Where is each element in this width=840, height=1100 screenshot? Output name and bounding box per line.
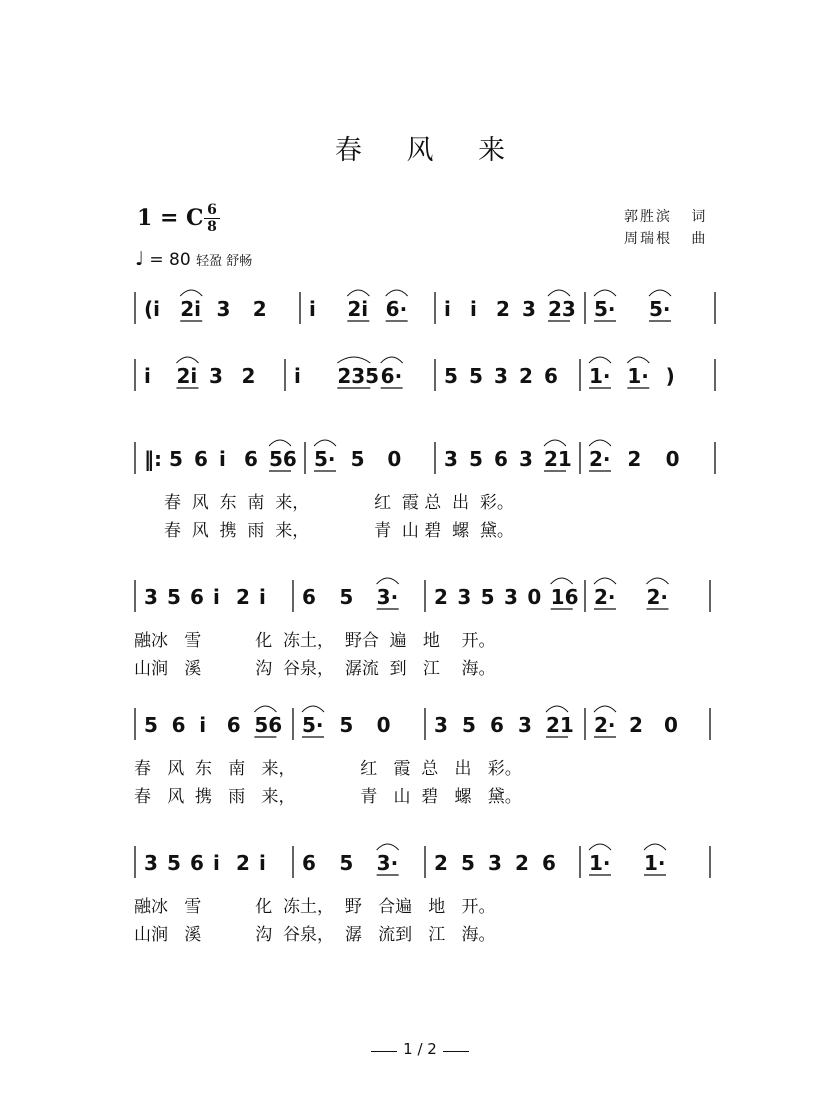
note: 6: [542, 851, 556, 875]
page-number: 1 / 2: [403, 1040, 437, 1058]
note: 2: [241, 364, 256, 388]
lyric-line: 融冰 雪 化 冻土， 野 合遍 地 开。: [134, 897, 496, 917]
note: ): [665, 364, 675, 388]
note: 0: [527, 585, 542, 609]
note: 2: [519, 364, 533, 388]
note: 2·: [646, 585, 669, 609]
note: 3: [434, 713, 448, 737]
note: 6: [194, 447, 208, 471]
note: i: [213, 851, 220, 875]
note: 0: [387, 447, 402, 471]
note: 2: [236, 851, 250, 875]
note: 5: [167, 585, 181, 609]
note: 5·: [302, 713, 324, 737]
note: 2: [496, 297, 510, 321]
note: 6: [226, 713, 241, 737]
composer-credit: 周瑞根 曲: [624, 231, 708, 247]
note: 5: [169, 447, 183, 471]
note: i: [259, 585, 266, 609]
note: 3: [504, 585, 518, 609]
notation-staff: [130, 844, 720, 884]
note: 3: [444, 447, 458, 471]
note: 6: [190, 585, 204, 609]
note: 5: [339, 585, 354, 609]
note: 3: [144, 851, 158, 875]
slur: [177, 357, 199, 363]
note: 235: [337, 364, 380, 388]
slur: [649, 290, 671, 296]
note: 2: [252, 297, 267, 321]
notation-staff: [130, 357, 720, 397]
note: i: [470, 297, 477, 321]
note: 6: [171, 713, 186, 737]
note: 2: [434, 851, 448, 875]
time-signature: [204, 203, 220, 234]
note: 3: [144, 585, 158, 609]
note: i: [309, 297, 316, 321]
lyric-line: 山涧 溪 沟 谷泉， 潺 流到 江 海。: [134, 925, 496, 945]
lyric-line: 融冰 雪 化 冻土， 野合 遍 地 开。: [134, 631, 496, 651]
slur: [589, 844, 611, 850]
note: 3: [519, 447, 533, 471]
tempo-marking: [135, 248, 252, 270]
note: 1·: [627, 364, 649, 388]
note: 21: [544, 447, 572, 471]
lyric-line: 山涧 溪 沟 谷泉， 潺流 到 江 海。: [134, 659, 496, 679]
note: 5: [144, 713, 158, 737]
note: 5: [350, 447, 365, 471]
lyric-line: 春 风 东 南 来， 红 霞 总 出 彩。: [134, 759, 522, 779]
time-numerator: 6: [207, 202, 217, 218]
note: 5: [339, 713, 354, 737]
notation-staff: [130, 706, 720, 746]
note: 5: [469, 447, 483, 471]
score-row: [130, 844, 720, 884]
note: 56: [254, 713, 283, 737]
notation-staff: [130, 578, 720, 618]
note: 23: [548, 297, 576, 321]
slur: [314, 440, 336, 446]
note: 2i: [176, 364, 198, 388]
note: 3: [494, 364, 508, 388]
note: i: [294, 364, 301, 388]
notation-staff: [130, 440, 720, 480]
note: (i: [144, 297, 160, 321]
note: 2·: [594, 585, 616, 609]
note: 5: [469, 364, 483, 388]
score-row: [130, 706, 720, 746]
slur: [594, 706, 616, 712]
note: 2i: [180, 297, 202, 321]
note: 5·: [314, 447, 336, 471]
note: 6: [190, 851, 204, 875]
note: 3: [522, 297, 536, 321]
note: 1·: [589, 851, 611, 875]
note: 6·: [385, 297, 408, 321]
slur: [551, 578, 573, 584]
note: 3: [216, 297, 231, 321]
note: 21: [546, 713, 574, 737]
score-row: [130, 357, 720, 397]
note: 5: [461, 851, 475, 875]
note: ‖:: [144, 447, 162, 471]
note: i: [213, 585, 220, 609]
note: 6·: [380, 364, 403, 388]
note: i: [144, 364, 151, 388]
song-title: 春 风 来: [334, 135, 524, 166]
expression-marking: 轻盈 舒畅: [196, 254, 253, 269]
note: 3: [488, 851, 502, 875]
note: 1·: [644, 851, 666, 875]
note: i: [444, 297, 451, 321]
tempo-value: = 80: [149, 250, 191, 270]
score-row: [130, 290, 720, 330]
note: 5: [167, 851, 181, 875]
note: 6: [494, 447, 508, 471]
note: 56: [269, 447, 297, 471]
note: i: [259, 851, 266, 875]
note: 1·: [589, 364, 611, 388]
slur: [269, 440, 291, 446]
score-row: [130, 578, 720, 618]
slur: [544, 440, 566, 446]
quarter-note-icon: ♩: [135, 248, 144, 270]
slur: [627, 357, 649, 363]
slur: [589, 440, 611, 446]
note: 3·: [376, 585, 399, 609]
note: 2: [627, 447, 642, 471]
slur: [254, 706, 276, 712]
slur: [347, 290, 369, 296]
slur: [377, 844, 399, 850]
score-row: [130, 440, 720, 480]
note: 5: [444, 364, 458, 388]
note: 16: [550, 585, 579, 609]
note: 5·: [649, 297, 671, 321]
note: i: [219, 447, 226, 471]
lyric-line: 春 风 东 南 来， 红 霞 总 出 彩。: [164, 493, 514, 513]
note: 3: [457, 585, 472, 609]
slur: [180, 290, 202, 296]
note: 2i: [347, 297, 369, 321]
slur: [594, 578, 616, 584]
note: 5: [339, 851, 354, 875]
slur: [647, 578, 669, 584]
note: 2·: [594, 713, 616, 737]
slur: [644, 844, 666, 850]
lyric-line: 春 风 携 雨 来， 青 山 碧 螺 黛。: [164, 521, 514, 541]
lyric-line: 春 风 携 雨 来， 青 山 碧 螺 黛。: [134, 787, 522, 807]
slur: [381, 357, 403, 363]
note: 5: [480, 585, 495, 609]
key-signature: 1 = C: [137, 205, 204, 231]
slur: [377, 578, 399, 584]
note: 6: [244, 447, 258, 471]
slur: [546, 706, 568, 712]
page-indicator: [0, 1040, 840, 1058]
note: 0: [664, 713, 678, 737]
note: 5·: [594, 297, 616, 321]
slur: [302, 706, 324, 712]
note: 2·: [589, 447, 611, 471]
lyricist-credit: 郭胜滨 词: [624, 209, 708, 225]
note: 3: [518, 713, 532, 737]
note: i: [199, 713, 207, 737]
slur: [589, 357, 611, 363]
note: 6: [302, 851, 316, 875]
note: 6: [302, 585, 316, 609]
slur: [386, 290, 408, 296]
note: 2: [515, 851, 529, 875]
time-denominator: 8: [207, 219, 217, 235]
note: 0: [665, 447, 680, 471]
note: 2: [236, 585, 250, 609]
slur: [548, 290, 570, 296]
note: 6: [490, 713, 504, 737]
note: 2: [434, 585, 448, 609]
note: 2: [629, 713, 643, 737]
slur: [594, 290, 616, 296]
note: 5: [462, 713, 476, 737]
note: 3: [209, 364, 223, 388]
slur: [337, 357, 370, 363]
note: 0: [376, 713, 391, 737]
note: 3·: [376, 851, 399, 875]
notation-staff: [130, 290, 720, 330]
note: 6: [544, 364, 558, 388]
